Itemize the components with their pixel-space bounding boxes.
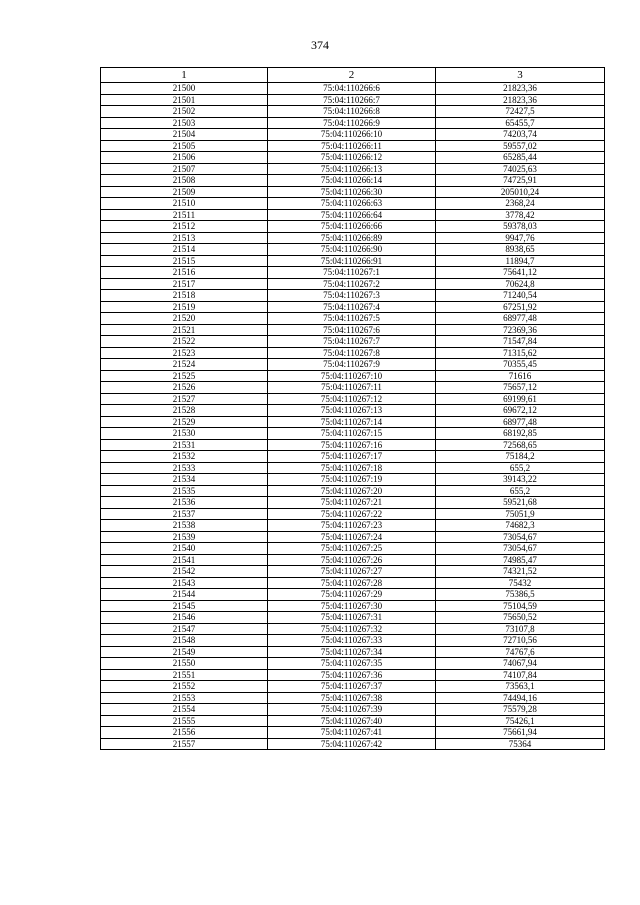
value-cell: 75641,12: [436, 267, 605, 279]
row-number-cell: 21500: [101, 83, 268, 95]
table-row: [101, 129, 605, 141]
row-number-cell: 21534: [101, 474, 268, 486]
cadastral-number-cell: 75:04:110267:31: [268, 612, 436, 624]
row-number-cell: 21540: [101, 543, 268, 555]
table-row: [101, 94, 605, 106]
cadastral-number-cell: 75:04:110267:27: [268, 566, 436, 578]
value-cell: 68977,48: [436, 313, 605, 325]
cadastral-number-cell: 75:04:110267:32: [268, 623, 436, 635]
table-row: [101, 405, 605, 417]
value-cell: 72568,65: [436, 439, 605, 451]
table-row: [101, 221, 605, 233]
cadastral-number-cell: 75:04:110267:12: [268, 393, 436, 405]
row-number-cell: 21507: [101, 163, 268, 175]
value-cell: 67251,92: [436, 301, 605, 313]
table-row: [101, 623, 605, 635]
value-cell: 21823,36: [436, 83, 605, 95]
table-row: [101, 566, 605, 578]
value-cell: 75657,12: [436, 382, 605, 394]
table-row: [101, 439, 605, 451]
row-number-cell: 21523: [101, 347, 268, 359]
table-row: [101, 106, 605, 118]
table-row: [101, 290, 605, 302]
cadastral-number-cell: 75:04:110267:23: [268, 520, 436, 532]
page-number: 374: [311, 38, 329, 52]
cadastral-number-cell: 75:04:110266:14: [268, 175, 436, 187]
row-number-cell: 21521: [101, 324, 268, 336]
table-row: [101, 727, 605, 739]
value-cell: 75579,28: [436, 704, 605, 716]
table-row: [101, 497, 605, 509]
column-header-3: 3: [436, 68, 605, 83]
value-cell: 65285,44: [436, 152, 605, 164]
row-number-cell: 21513: [101, 232, 268, 244]
cadastral-number-cell: 75:04:110267:22: [268, 508, 436, 520]
cadastral-number-cell: 75:04:110267:37: [268, 681, 436, 693]
value-cell: 72369,36: [436, 324, 605, 336]
cadastral-number-cell: 75:04:110267:16: [268, 439, 436, 451]
row-number-cell: 21501: [101, 94, 268, 106]
cadastral-number-cell: 75:04:110267:8: [268, 347, 436, 359]
row-number-cell: 21514: [101, 244, 268, 256]
value-cell: 71240,54: [436, 290, 605, 302]
row-number-cell: 21533: [101, 462, 268, 474]
table-row: [101, 347, 605, 359]
cadastral-number-cell: 75:04:110267:5: [268, 313, 436, 325]
row-number-cell: 21554: [101, 704, 268, 716]
cadastral-number-cell: 75:04:110267:10: [268, 370, 436, 382]
value-cell: 59521,68: [436, 497, 605, 509]
value-cell: 74985,47: [436, 554, 605, 566]
table-row: [101, 324, 605, 336]
row-number-cell: 21524: [101, 359, 268, 371]
table-row: [101, 117, 605, 129]
cadastral-number-cell: 75:04:110267:21: [268, 497, 436, 509]
value-cell: 75051,9: [436, 508, 605, 520]
cadastral-number-cell: 75:04:110267:17: [268, 451, 436, 463]
table-row: [101, 198, 605, 210]
table-row: [101, 715, 605, 727]
table-row: [101, 382, 605, 394]
cadastral-number-cell: 75:04:110267:14: [268, 416, 436, 428]
row-number-cell: 21541: [101, 554, 268, 566]
cadastral-number-cell: 75:04:110266:8: [268, 106, 436, 118]
row-number-cell: 21516: [101, 267, 268, 279]
cadastral-number-cell: 75:04:110267:24: [268, 531, 436, 543]
table-header-row: [101, 68, 605, 83]
value-cell: 74321,52: [436, 566, 605, 578]
row-number-cell: 21557: [101, 738, 268, 750]
value-cell: 72427,5: [436, 106, 605, 118]
cadastral-number-cell: 75:04:110267:18: [268, 462, 436, 474]
row-number-cell: 21532: [101, 451, 268, 463]
row-number-cell: 21553: [101, 692, 268, 704]
value-cell: 73054,67: [436, 531, 605, 543]
row-number-cell: 21528: [101, 405, 268, 417]
value-cell: 75386,5: [436, 589, 605, 601]
row-number-cell: 21522: [101, 336, 268, 348]
value-cell: 71616: [436, 370, 605, 382]
cadastral-number-cell: 75:04:110266:64: [268, 209, 436, 221]
cadastral-number-cell: 75:04:110267:26: [268, 554, 436, 566]
cadastral-number-cell: 75:04:110267:2: [268, 278, 436, 290]
column-header-2: 2: [268, 68, 436, 83]
row-number-cell: 21551: [101, 669, 268, 681]
table-row: [101, 658, 605, 670]
value-cell: 74025,63: [436, 163, 605, 175]
column-header-1: 1: [101, 68, 268, 83]
value-cell: 73563,1: [436, 681, 605, 693]
row-number-cell: 21555: [101, 715, 268, 727]
cadastral-number-cell: 75:04:110266:13: [268, 163, 436, 175]
value-cell: 8938,65: [436, 244, 605, 256]
row-number-cell: 21518: [101, 290, 268, 302]
cadastral-number-cell: 75:04:110267:3: [268, 290, 436, 302]
row-number-cell: 21556: [101, 727, 268, 739]
row-number-cell: 21515: [101, 255, 268, 267]
row-number-cell: 21536: [101, 497, 268, 509]
table-row: [101, 692, 605, 704]
table-row: [101, 543, 605, 555]
row-number-cell: 21520: [101, 313, 268, 325]
table-row: [101, 152, 605, 164]
cadastral-number-cell: 75:04:110267:20: [268, 485, 436, 497]
cadastral-number-cell: 75:04:110267:30: [268, 600, 436, 612]
table-row: [101, 370, 605, 382]
value-cell: 21823,36: [436, 94, 605, 106]
row-number-cell: 21531: [101, 439, 268, 451]
cadastral-number-cell: 75:04:110267:42: [268, 738, 436, 750]
table-row: [101, 393, 605, 405]
value-cell: 74494,16: [436, 692, 605, 704]
row-number-cell: 21537: [101, 508, 268, 520]
cadastral-number-cell: 75:04:110267:11: [268, 382, 436, 394]
cadastral-number-cell: 75:04:110266:12: [268, 152, 436, 164]
row-number-cell: 21504: [101, 129, 268, 141]
value-cell: 75432: [436, 577, 605, 589]
cadastral-number-cell: 75:04:110267:39: [268, 704, 436, 716]
value-cell: 59378,03: [436, 221, 605, 233]
cadastral-number-cell: 75:04:110266:6: [268, 83, 436, 95]
row-number-cell: 21546: [101, 612, 268, 624]
value-cell: 75104,59: [436, 600, 605, 612]
table-row: [101, 209, 605, 221]
row-number-cell: 21550: [101, 658, 268, 670]
table-row: [101, 244, 605, 256]
value-cell: 74725,91: [436, 175, 605, 187]
table-row: [101, 336, 605, 348]
row-number-cell: 21506: [101, 152, 268, 164]
table-row: [101, 635, 605, 647]
value-cell: 69672,12: [436, 405, 605, 417]
row-number-cell: 21508: [101, 175, 268, 187]
table-row: [101, 83, 605, 95]
table-row: [101, 554, 605, 566]
value-cell: 3778,42: [436, 209, 605, 221]
value-cell: 11894,7: [436, 255, 605, 267]
row-number-cell: 21545: [101, 600, 268, 612]
value-cell: 70355,45: [436, 359, 605, 371]
table-row: [101, 175, 605, 187]
table-row: [101, 589, 605, 601]
value-cell: 73054,67: [436, 543, 605, 555]
table-row: [101, 267, 605, 279]
cadastral-number-cell: 75:04:110267:38: [268, 692, 436, 704]
value-cell: 65455,7: [436, 117, 605, 129]
cadastral-number-cell: 75:04:110266:63: [268, 198, 436, 210]
cadastral-number-cell: 75:04:110266:91: [268, 255, 436, 267]
value-cell: 68192,85: [436, 428, 605, 440]
table-row: [101, 704, 605, 716]
value-cell: 71315,62: [436, 347, 605, 359]
value-cell: 75650,52: [436, 612, 605, 624]
row-number-cell: 21529: [101, 416, 268, 428]
row-number-cell: 21511: [101, 209, 268, 221]
row-number-cell: 21539: [101, 531, 268, 543]
table-row: [101, 278, 605, 290]
table-row: [101, 313, 605, 325]
row-number-cell: 21547: [101, 623, 268, 635]
value-cell: 70624,8: [436, 278, 605, 290]
value-cell: 39143,22: [436, 474, 605, 486]
cadastral-number-cell: 75:04:110267:19: [268, 474, 436, 486]
value-cell: 59557,02: [436, 140, 605, 152]
row-number-cell: 21538: [101, 520, 268, 532]
cadastral-number-cell: 75:04:110266:9: [268, 117, 436, 129]
row-number-cell: 21505: [101, 140, 268, 152]
value-cell: 75184,2: [436, 451, 605, 463]
cadastral-number-cell: 75:04:110267:28: [268, 577, 436, 589]
row-number-cell: 21543: [101, 577, 268, 589]
value-cell: 74107,84: [436, 669, 605, 681]
row-number-cell: 21525: [101, 370, 268, 382]
cadastral-number-cell: 75:04:110267:13: [268, 405, 436, 417]
row-number-cell: 21548: [101, 635, 268, 647]
row-number-cell: 21509: [101, 186, 268, 198]
row-number-cell: 21530: [101, 428, 268, 440]
cadastral-number-cell: 75:04:110266:7: [268, 94, 436, 106]
value-cell: 2368,24: [436, 198, 605, 210]
value-cell: 72710,56: [436, 635, 605, 647]
row-number-cell: 21512: [101, 221, 268, 233]
value-cell: 69199,61: [436, 393, 605, 405]
cadastral-number-cell: 75:04:110267:6: [268, 324, 436, 336]
value-cell: 205010,24: [436, 186, 605, 198]
table-row: [101, 600, 605, 612]
value-cell: 73107,8: [436, 623, 605, 635]
row-number-cell: 21517: [101, 278, 268, 290]
table-row: [101, 163, 605, 175]
cadastral-number-cell: 75:04:110267:40: [268, 715, 436, 727]
cadastral-number-cell: 75:04:110266:10: [268, 129, 436, 141]
value-cell: 68977,48: [436, 416, 605, 428]
cadastral-number-cell: 75:04:110267:4: [268, 301, 436, 313]
row-number-cell: 21552: [101, 681, 268, 693]
table-row: [101, 462, 605, 474]
table-row: [101, 186, 605, 198]
cadastral-number-cell: 75:04:110267:35: [268, 658, 436, 670]
value-cell: 74067,94: [436, 658, 605, 670]
value-cell: 74203,74: [436, 129, 605, 141]
row-number-cell: 21544: [101, 589, 268, 601]
cadastral-number-cell: 75:04:110267:9: [268, 359, 436, 371]
value-cell: 71547,84: [436, 336, 605, 348]
value-cell: 9947,76: [436, 232, 605, 244]
cadastral-number-cell: 75:04:110267:25: [268, 543, 436, 555]
cadastral-number-cell: 75:04:110267:15: [268, 428, 436, 440]
value-cell: 74682,3: [436, 520, 605, 532]
value-cell: 655,2: [436, 462, 605, 474]
value-cell: 74767,6: [436, 646, 605, 658]
cadastral-number-cell: 75:04:110266:30: [268, 186, 436, 198]
cadastral-number-cell: 75:04:110267:29: [268, 589, 436, 601]
table-row: [101, 646, 605, 658]
table-row: [101, 301, 605, 313]
table-row: [101, 738, 605, 750]
data-table: [100, 67, 605, 750]
table-row: [101, 531, 605, 543]
value-cell: 75426,1: [436, 715, 605, 727]
table-body: [101, 83, 605, 750]
cadastral-number-cell: 75:04:110266:11: [268, 140, 436, 152]
value-cell: 655,2: [436, 485, 605, 497]
row-number-cell: 21542: [101, 566, 268, 578]
table-row: [101, 474, 605, 486]
row-number-cell: 21527: [101, 393, 268, 405]
table-row: [101, 681, 605, 693]
cadastral-number-cell: 75:04:110267:33: [268, 635, 436, 647]
cadastral-number-cell: 75:04:110267:41: [268, 727, 436, 739]
table-row: [101, 359, 605, 371]
row-number-cell: 21519: [101, 301, 268, 313]
table-row: [101, 451, 605, 463]
table-row: [101, 520, 605, 532]
table-row: [101, 255, 605, 267]
table-row: [101, 232, 605, 244]
table-row: [101, 669, 605, 681]
table-row: [101, 612, 605, 624]
row-number-cell: 21526: [101, 382, 268, 394]
table-row: [101, 508, 605, 520]
table-row: [101, 577, 605, 589]
table-row: [101, 140, 605, 152]
cadastral-number-cell: 75:04:110266:66: [268, 221, 436, 233]
cadastral-number-cell: 75:04:110267:1: [268, 267, 436, 279]
value-cell: 75661,94: [436, 727, 605, 739]
row-number-cell: 21503: [101, 117, 268, 129]
cadastral-number-cell: 75:04:110267:7: [268, 336, 436, 348]
row-number-cell: 21549: [101, 646, 268, 658]
row-number-cell: 21535: [101, 485, 268, 497]
row-number-cell: 21510: [101, 198, 268, 210]
cadastral-number-cell: 75:04:110267:34: [268, 646, 436, 658]
cadastral-number-cell: 75:04:110267:36: [268, 669, 436, 681]
cadastral-number-cell: 75:04:110266:90: [268, 244, 436, 256]
table-row: [101, 428, 605, 440]
table-row: [101, 485, 605, 497]
value-cell: 75364: [436, 738, 605, 750]
table-row: [101, 416, 605, 428]
cadastral-number-cell: 75:04:110266:89: [268, 232, 436, 244]
row-number-cell: 21502: [101, 106, 268, 118]
